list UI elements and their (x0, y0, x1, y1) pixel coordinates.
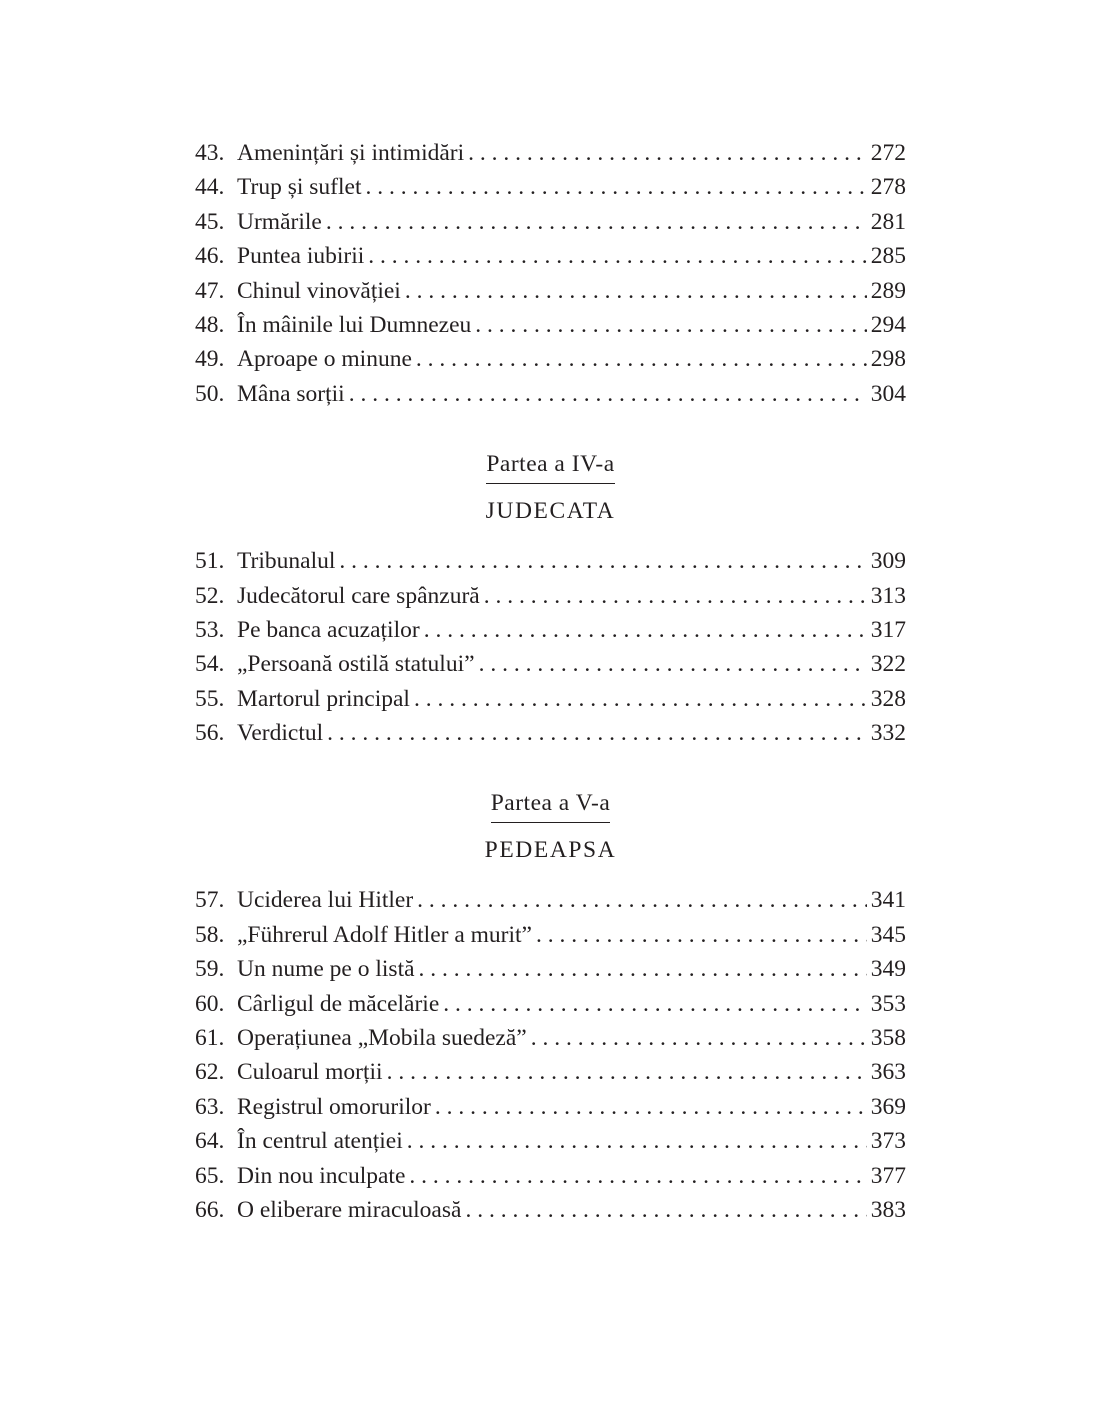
toc-entry-page: 383 (870, 1196, 906, 1223)
dot-leader (417, 883, 867, 917)
toc-entry-title: Pe banca acuzaților (237, 616, 420, 643)
toc-entry-page: 322 (870, 651, 906, 678)
toc-entry-title: Mâna sorții (237, 380, 345, 407)
toc-entry-number: 55. (195, 685, 225, 712)
dot-leader (409, 1159, 866, 1193)
dot-leader (387, 1055, 867, 1089)
dot-leader (368, 239, 866, 273)
toc-entry-number: 56. (195, 720, 225, 747)
dot-leader (407, 1124, 867, 1158)
toc-entry (195, 342, 906, 376)
part-label: Partea a IV-a (486, 449, 614, 484)
dot-leader (435, 1090, 867, 1124)
toc-entry-title: Martorul principal (237, 685, 410, 712)
toc-entry-title: Puntea iubirii (237, 243, 365, 270)
toc-entry (195, 716, 906, 750)
part-label: Partea a V-a (491, 788, 611, 823)
toc-entry (195, 1124, 906, 1158)
toc-entry-page: 358 (870, 1025, 906, 1052)
toc-entry-title: Verdictul (237, 720, 324, 747)
toc-entry-number: 60. (195, 990, 225, 1017)
toc-entry-number: 54. (195, 651, 225, 678)
dot-leader (443, 987, 866, 1021)
toc-entry (195, 308, 906, 342)
toc-entry-page: 373 (870, 1128, 906, 1155)
toc-entry (195, 987, 906, 1021)
toc-entry-title: Amenințări și intimidări (237, 140, 465, 166)
toc-entry-page: 363 (870, 1059, 906, 1086)
toc-entry-number: 43. (195, 140, 225, 166)
toc-entry-page: 377 (870, 1162, 906, 1189)
dot-leader (531, 1021, 867, 1055)
toc-entry-page: 353 (870, 990, 906, 1017)
dot-leader (327, 716, 867, 750)
toc-entry-page: 313 (870, 582, 906, 609)
toc-section-pedeapsa (195, 883, 906, 1227)
toc-entry-number: 59. (195, 956, 225, 983)
toc-entry-title: Cârligul de măcelărie (237, 990, 440, 1017)
toc-entry (195, 613, 906, 647)
toc-entry-number: 51. (195, 548, 225, 575)
toc-entry-number: 48. (195, 311, 225, 338)
toc-entry-number: 63. (195, 1093, 225, 1120)
toc-entry-page: 281 (870, 208, 906, 235)
toc-entry-page: 345 (870, 921, 906, 948)
toc-entry-page: 349 (870, 956, 906, 983)
toc-entry-title: Operațiunea „Mobila suedeză” (237, 1025, 527, 1052)
toc-entry-page: 298 (870, 346, 906, 373)
toc-entry (195, 1090, 906, 1124)
toc-entry-number: 44. (195, 174, 225, 201)
dot-leader (484, 579, 867, 613)
toc-entry-title: Chinul vinovăției (237, 277, 401, 304)
dot-leader (419, 952, 867, 986)
toc-entry (195, 170, 906, 204)
toc-entry-page: 285 (870, 243, 906, 270)
toc-entry (195, 274, 906, 308)
toc-entry-title: O eliberare miraculoasă (237, 1196, 462, 1223)
toc-entry (195, 1159, 906, 1193)
part-header-iv (195, 449, 906, 526)
dot-leader (468, 136, 867, 170)
toc-entry (195, 1055, 906, 1089)
toc-entry (195, 883, 906, 917)
toc-entry (195, 1021, 906, 1055)
part-header-v (195, 788, 906, 865)
table-of-contents (195, 136, 906, 1227)
toc-entry-page: 317 (870, 616, 906, 643)
dot-leader (424, 613, 867, 647)
part-title: JUDECATA (485, 498, 616, 525)
toc-entry-page: 309 (870, 548, 906, 575)
toc-entry-number: 47. (195, 277, 225, 304)
toc-entry-title: Registrul omorurilor (237, 1093, 431, 1120)
dot-leader (326, 205, 867, 239)
toc-entry-title: Un nume pe o listă (237, 956, 415, 983)
toc-entry-page: 289 (870, 277, 906, 304)
toc-entry-number: 45. (195, 208, 225, 235)
dot-leader (405, 274, 867, 308)
toc-entry-page: 341 (870, 887, 906, 914)
toc-entry-title: Urmările (237, 208, 322, 235)
toc-entry (195, 544, 906, 578)
toc-entry-title: Din nou inculpate (237, 1162, 406, 1189)
part-title: PEDEAPSA (484, 837, 617, 864)
dot-leader (465, 1193, 866, 1227)
toc-entry-title: Aproape o minune (237, 346, 412, 373)
toc-entry (195, 136, 906, 170)
toc-entry (195, 952, 906, 986)
toc-entry-page: 304 (870, 380, 906, 407)
toc-entry (195, 647, 906, 681)
toc-entry-title: Uciderea lui Hitler (237, 887, 414, 914)
toc-entry (195, 205, 906, 239)
toc-entry-title: În mâinile lui Dumnezeu (237, 311, 472, 338)
toc-entry-page: 328 (870, 685, 906, 712)
dot-leader (366, 170, 867, 204)
toc-entry-number: 66. (195, 1196, 225, 1223)
part-label-wrap (486, 449, 614, 484)
toc-entry-number: 57. (195, 887, 225, 914)
dot-leader (475, 308, 866, 342)
dot-leader (416, 342, 867, 376)
toc-entry-page: 278 (870, 174, 906, 201)
dot-leader (536, 918, 867, 952)
toc-entry-title: Tribunalul (237, 548, 336, 575)
toc-entry-title: Trup și suflet (237, 174, 362, 201)
toc-entry (195, 579, 906, 613)
toc-entry-page: 369 (870, 1093, 906, 1120)
toc-entry-title: Judecătorul care spânzură (237, 582, 480, 609)
toc-entry (195, 1193, 906, 1227)
toc-entry (195, 918, 906, 952)
toc-entry-number: 62. (195, 1059, 225, 1086)
toc-entry-title: Culoarul morții (237, 1059, 383, 1086)
toc-entry (195, 239, 906, 273)
toc-entry-title: În centrul atenției (237, 1128, 403, 1155)
toc-section-judecata (195, 544, 906, 750)
toc-entry-number: 65. (195, 1162, 225, 1189)
toc-entry-number: 46. (195, 243, 225, 270)
toc-entry-number: 53. (195, 616, 225, 643)
toc-entry-number: 52. (195, 582, 225, 609)
toc-entry-number: 49. (195, 346, 225, 373)
dot-leader (339, 544, 866, 578)
dot-leader (349, 377, 867, 411)
dot-leader (479, 647, 867, 681)
dot-leader (414, 682, 867, 716)
toc-entry-page: 294 (870, 311, 906, 338)
toc-entry (195, 377, 906, 411)
toc-entry-number: 64. (195, 1128, 225, 1155)
part-label-wrap (491, 788, 611, 823)
toc-entry (195, 682, 906, 716)
toc-entry-title: „Führerul Adolf Hitler a murit” (237, 921, 532, 948)
toc-entry-number: 61. (195, 1025, 225, 1052)
toc-entry-number: 58. (195, 921, 225, 948)
toc-entry-page: 272 (870, 140, 906, 166)
toc-entry-page: 332 (870, 720, 906, 747)
toc-entry-title: „Persoană ostilă statului” (237, 651, 475, 678)
toc-section-continuation (195, 136, 906, 411)
toc-entry-number: 50. (195, 380, 225, 407)
